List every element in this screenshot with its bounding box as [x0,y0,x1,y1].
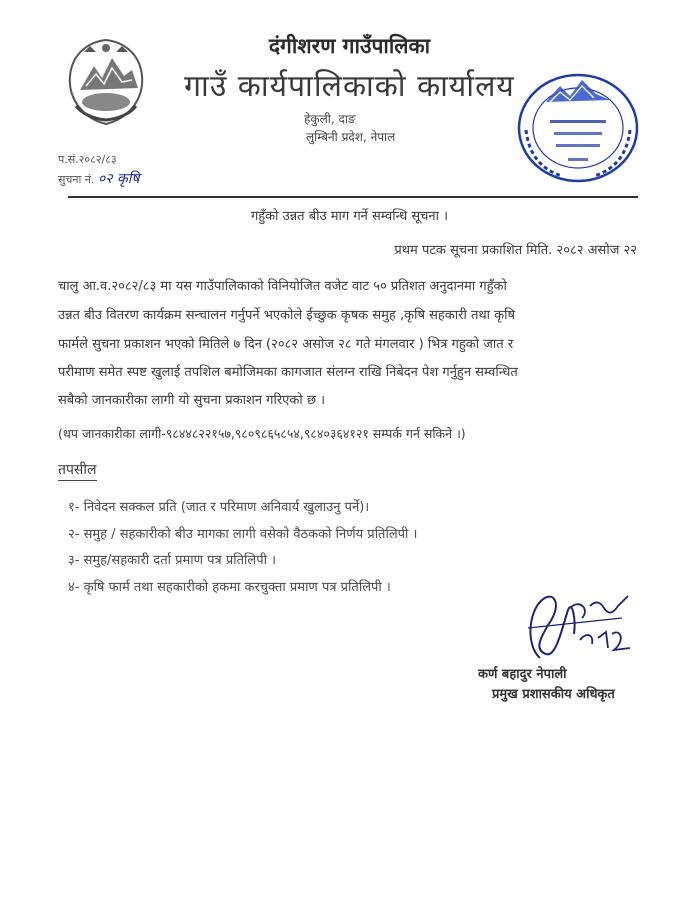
office-name: गाउँ कार्यपालिकाको कार्यालय [184,69,515,104]
notice-number-label: सुचना नं. [58,173,95,186]
signature-icon [510,588,636,668]
notice-subject: गहुँको उन्नत बीउ माग गर्ने सम्वन्धि सूचना । [250,209,449,224]
detail-item: २- समुह / सहकारीको बीउ मागका लागी वसेको वैठकको निर्णय प्रतिलिपी । [68,527,418,542]
signatory-title: प्रमुख प्रशासकीय अधिकृत [492,687,615,702]
body-line: परीमाण समेत स्पष्ट खुलाई तपशिल बमोजिमका कागजात संलग्न राखि निबेदन पेश गर्नुहुन सम्वन्धित [58,365,518,380]
address-line-1: हेकुली, दाङ [304,112,356,126]
notice-number-value: ०२ कृषि [97,171,140,187]
contact-line: (थप जानकारीका लागी-९८४४८२२१५७,९८०९८६५८५४,९८४०३६४१२१ सम्पर्क गर्न सकिने ।) [58,426,466,441]
detail-item: ३- समुह/सहकारी दर्ता प्रमाण पत्र प्रतिलिपी । [68,553,277,568]
body-line: सबैको जानकारीका लागी यो सुचना प्रकाशन गरिएको छ । [58,393,326,408]
signatory-name: कर्ण बहादुर नेपाली [478,667,567,682]
body-line: उन्नत बीउ वितरण कार्यक्रम सन्चालन गर्नुपर्ने भएकोले ईच्छुक कृषक समुह ,कृषि सहकारी तथा कृषि [58,308,516,323]
organization-name: दंगीशरण गाउँपालिका [268,34,431,58]
fiscal-year-ref: प.सं.२०८२/८३ [58,153,117,166]
notice-number-ref [58,169,139,188]
header-divider [68,196,638,198]
body-line: फार्मले सुचना प्रकाशन भएको मितिले ७ दिन (२०८२ असोज २८ गते मंगलवार ) भित्र गहुको जात र [58,337,514,352]
detail-item: ४- कृषि फार्म तथा सहकारीको हकमा करचुक्ता प्रमाण पत्र प्रतिलिपी । [68,580,391,595]
details-heading: तपसील [58,460,97,481]
address-line-2: लुम्बिनी प्रदेश, नेपाल [306,130,396,144]
body-line: चालु आ.व.२०८२/८३ मा यस गाउँपालिकाको विनियोजित वजेट वाट ५० प्रतिशत अनुदानमा गहुँको [58,279,507,294]
detail-item: १- निवेदन सक्कल प्रति (जात र परिमाण अनिवार्य खुलाउनु पर्ने)। [68,500,370,515]
publish-date: प्रथम पटक सूचना प्रकाशित मिति. २०८२ असोज २२ [394,243,637,258]
